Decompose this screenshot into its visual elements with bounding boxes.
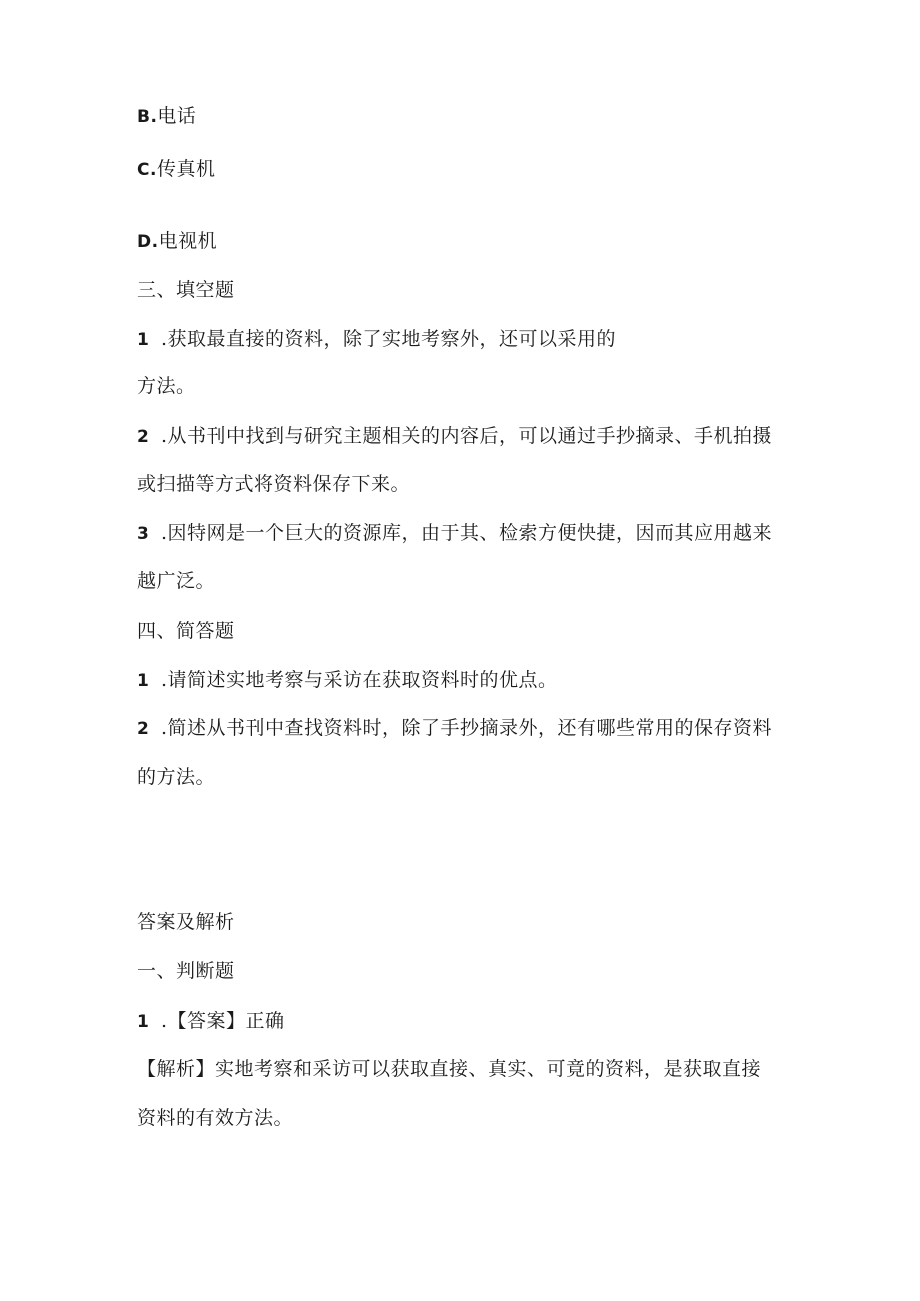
- fill-blank-q2-continuation: 或扫描等方式将资料保存下来。: [137, 473, 411, 495]
- fill-blank-q1-continuation: 方法。: [137, 375, 196, 397]
- option-text: 传真机: [156, 158, 216, 180]
- question-text: .因特网是一个巨大的资源库，由于其、检索方便快捷，因而其应用越来: [161, 522, 773, 544]
- question-text: .简述从书刊中查找资料时，除了手抄摘录外，还有哪些常用的保存资料: [161, 717, 773, 739]
- answers-title: 答案及解析: [137, 911, 235, 933]
- question-number: 1: [137, 330, 150, 350]
- option-text: 电话: [157, 105, 197, 127]
- answer-1: [137, 1009, 285, 1034]
- question-number: 2: [137, 719, 150, 739]
- fill-blank-q2: [137, 424, 772, 449]
- question-text: .从书刊中找到与研究主题相关的内容后，可以通过手抄摘录、手机拍摄: [161, 425, 773, 447]
- option-label: C.: [137, 160, 157, 180]
- section-heading-fill-blank: 三、填空题: [137, 279, 235, 301]
- short-answer-q1: [137, 668, 558, 693]
- option-label: D.: [137, 232, 159, 252]
- section-heading-short-answer: 四、简答题: [137, 620, 235, 642]
- option-label: B.: [137, 107, 158, 127]
- short-answer-q2-continuation: 的方法。: [137, 766, 216, 788]
- question-text: .请简述实地考察与采访在获取资料时的优点。: [161, 669, 558, 691]
- question-number: 3: [137, 524, 150, 544]
- question-text: .获取最直接的资料，除了实地考察外，还可以采用的: [161, 328, 617, 350]
- section-heading-true-false: 一、判断题: [137, 960, 235, 982]
- option-d: [137, 229, 217, 254]
- question-number: 1: [137, 671, 150, 691]
- fill-blank-q3-continuation: 越广泛。: [137, 570, 216, 592]
- fill-blank-q3: [137, 521, 772, 546]
- question-number: 1: [137, 1012, 150, 1032]
- question-number: 2: [137, 427, 150, 447]
- answer-text: .【答案】正确: [161, 1010, 285, 1032]
- option-text: 电视机: [158, 230, 218, 252]
- option-b: [137, 104, 196, 129]
- analysis-continuation: 资料的有效方法。: [137, 1107, 294, 1129]
- analysis-text: 【解析】实地考察和采访可以获取直接、真实、可竟的资料，是获取直接: [137, 1058, 762, 1080]
- fill-blank-q1: [137, 327, 616, 352]
- short-answer-q2: [137, 716, 772, 741]
- option-c: [137, 157, 215, 182]
